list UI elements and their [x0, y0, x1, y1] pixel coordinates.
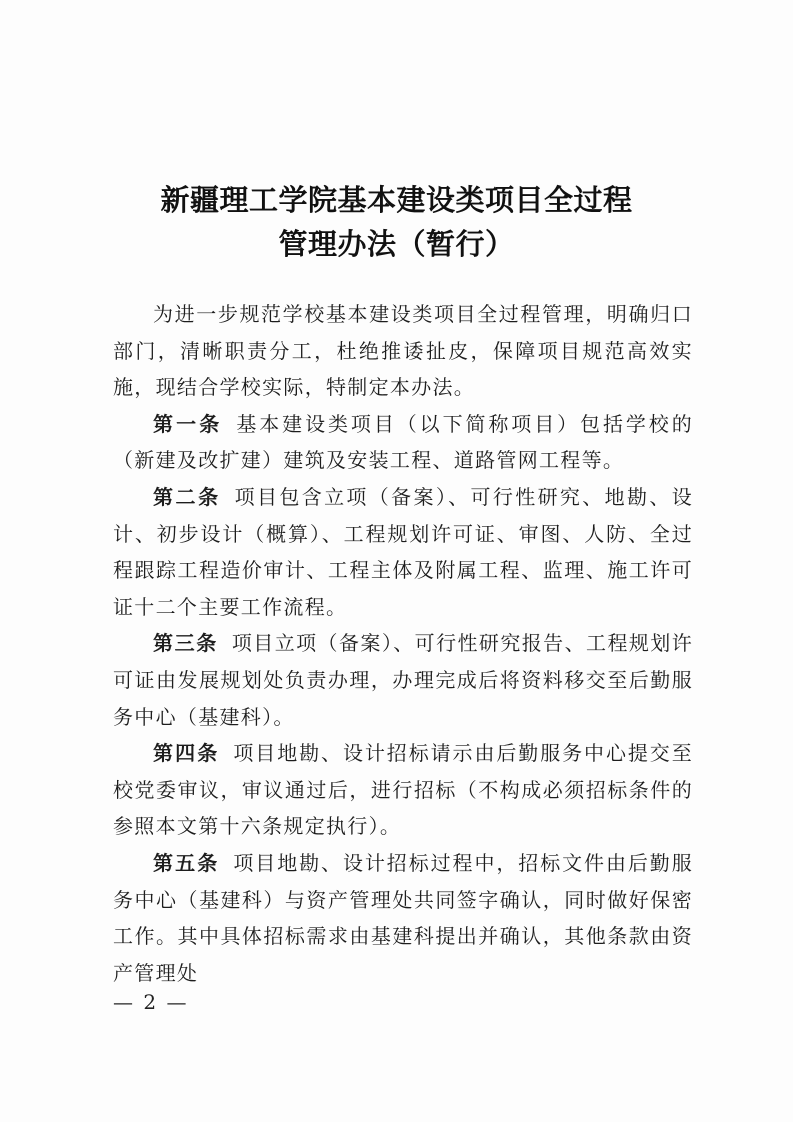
article-label-2: 第二条	[153, 484, 221, 509]
document-title-line-2: 管理办法（暂行）	[278, 227, 515, 261]
document-body	[113, 296, 693, 991]
article-label-4: 第四条	[153, 741, 220, 766]
intro-paragraph: 为进一步规范学校基本建设类项目全过程管理，明确归口部门，清晰职责分工，杜绝推诿扯皮，保障项目规范高效实施，现结合学校实际，特制定本办法。	[113, 302, 693, 400]
article-text-4: 项目地勘、设计招标请示由后勤服务中心提交至校党委审议，审议通过后，进行招标（不构成必须招标条件的参照本文第十六条规定执行）。	[113, 741, 693, 839]
article-label-5: 第五条	[153, 850, 220, 875]
article-label-1: 第一条	[153, 411, 223, 436]
article-text-5: 项目地勘、设计招标过程中，招标文件由后勤服务中心（基建科）与资产管理处共同签字确认，同时做好保密工作。其中具体招标需求由基建科提出并确认，其他条款由资产管理处	[113, 850, 693, 985]
page-number: — 2 —	[113, 990, 189, 1014]
article-paragraph-2	[113, 479, 693, 625]
document-title-line-1: 新疆理工学院基本建设类项目全过程	[160, 183, 633, 217]
article-text-1: 基本建设类项目（以下简称项目）包括学校的（新建及改扩建）建筑及安装工程、道路管网工程等。	[113, 411, 694, 473]
article-label-3: 第三条	[153, 631, 218, 656]
article-paragraph-5	[113, 845, 693, 991]
article-paragraph-3	[113, 625, 693, 735]
article-text-2: 项目包含立项（备案）、可行性研究、地勘、设计、初步设计（概算）、工程规划许可证、审图、人防、全过程跟踪工程造价审计、工程主体及附属工程、监理、施工许可证十二个主要工作流程。	[113, 484, 693, 619]
article-paragraph-4	[113, 735, 693, 845]
article-text-3: 项目立项（备案）、可行性研究报告、工程规划许可证由发展规划处负责办理，办理完成后将资料移交至后勤服务中心（基建科）。	[113, 631, 694, 729]
article-paragraph-1	[113, 406, 693, 479]
